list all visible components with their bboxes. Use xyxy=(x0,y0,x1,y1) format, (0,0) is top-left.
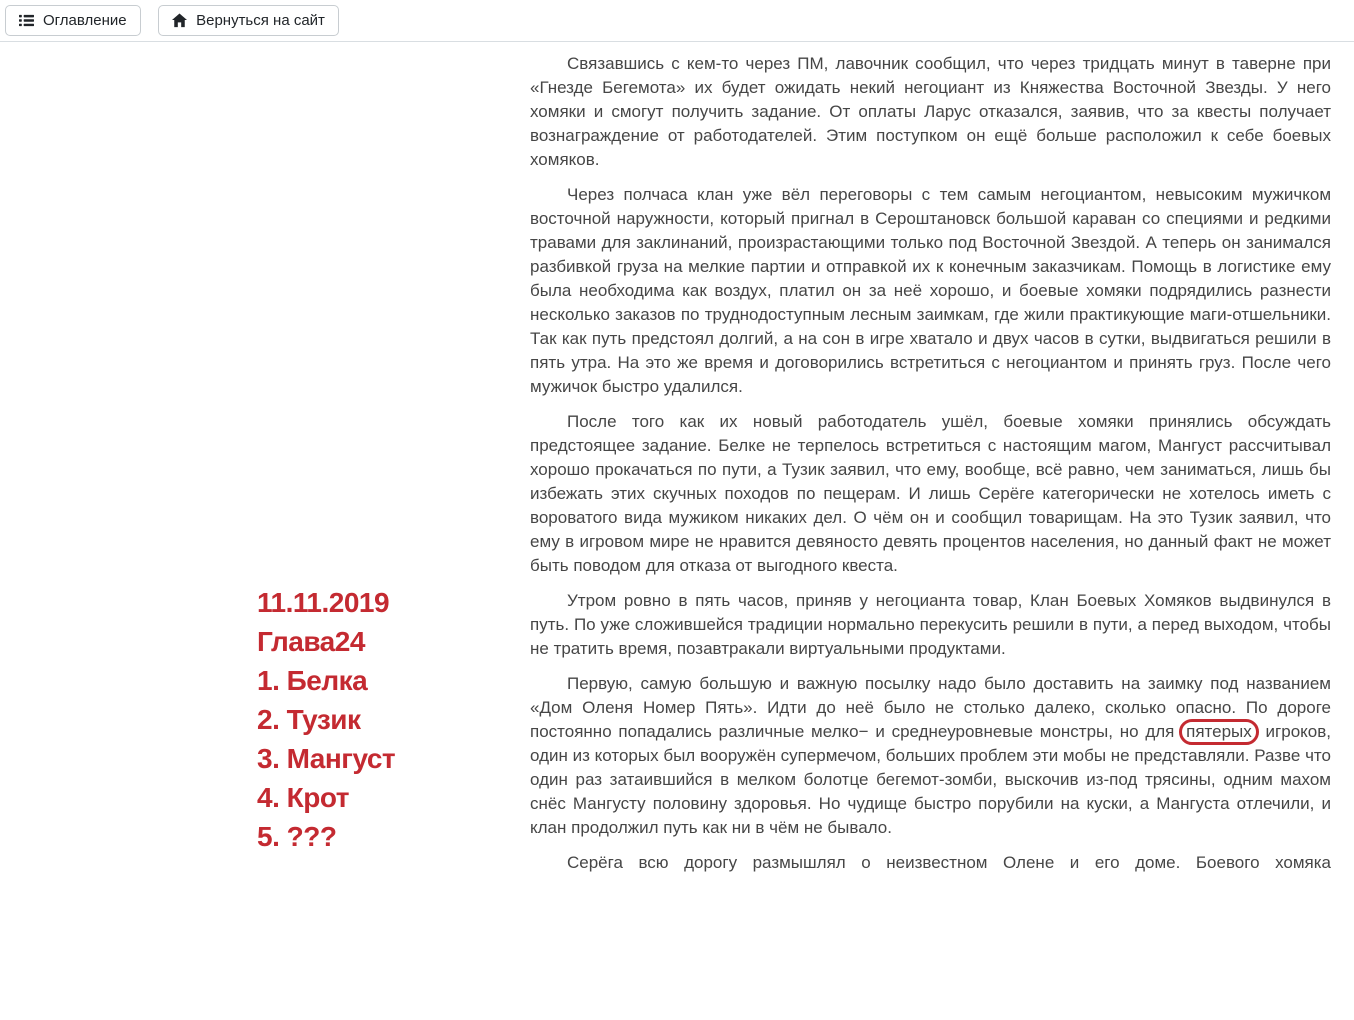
paragraph: Через полчаса клан уже вёл переговоры с тем самым негоциантом, невысоким мужичком восточной наружности, который пригнал в Сероштановск большой караван со специями и редкими травами для заклинаний, произрастающими только под Восточной Звездой. А теперь он занимался разбивкой груза на мелкие партии и отправкой их к конечным заказчикам. Помощь в логистике ему была необходима как воздух, платил он за неё хорошо, и боевые хомяки подрядились разнести несколько заказов по труднодоступным лесным заимкам, где жили практикующие маги-отшельники. Так как путь предстоял долгий, а на сон в игре хватало и двух часов в сутки, выдвигаться решили в пять утра. На это же время и договорились встретиться с негоциантом и принять груз. После чего мужичок быстро удалился. xyxy=(530,185,1331,396)
annotation-line: 5. ??? xyxy=(257,821,337,852)
back-to-site-button[interactable] xyxy=(158,5,339,36)
paragraph: Связавшись с кем-то через ПМ, лавочник сообщил, что через тридцать минут в таверне при «Гнезде Бегемота» их будет ожидать некий негоциант из Княжества Восточной Звезды. У него хомяки и смогут получить задание. От оплаты Ларус отказался, заявив, что за квесты получает вознаграждение от работодателей. Этим поступком он ещё больше расположил к себе боевых хомяков. xyxy=(530,54,1331,169)
list-icon xyxy=(19,13,34,28)
annotation-line: 11.11.2019 xyxy=(257,587,390,618)
annotation-line: 4. Крот xyxy=(257,782,349,813)
toc-button[interactable] xyxy=(5,5,141,36)
annotation-line: Глава24 xyxy=(257,626,365,657)
page-text xyxy=(530,42,1331,875)
toc-button-label: Оглавление xyxy=(43,12,127,29)
paragraph: После того как их новый работодатель ушёл, боевые хомяки принялись обсуждать предстоящее задание. Белке не терпелось встретиться с настоящим магом, Мангуст рассчитывал хорошо прокачаться по пути, а Тузик заявил, что ему, вообще, всё равно, чем заниматься, лишь бы избежать этих скучных походов по пещерам. И лишь Серёге категорически не хотелось иметь с вороватого вида мужиком никаких дел. О чём он и сообщил товарищам. На это Тузик заявил, что ему в игровом мире не нравится девяносто девять процентов населения, но данный факт не может быть поводом для отказа от выгодного квеста. xyxy=(530,412,1331,575)
paragraph: Серёга всю дорогу размышлял о неизвестном Олене и его доме. Боевого хомяка xyxy=(567,853,1331,872)
home-icon xyxy=(172,13,187,28)
toolbar xyxy=(0,0,1354,42)
annotation-line: 3. Мангуст xyxy=(257,743,396,774)
annotation-line: 1. Белка xyxy=(257,665,368,696)
chapter-annotation xyxy=(257,583,395,856)
circled-word: пятерых xyxy=(1179,719,1259,745)
back-button-label: Вернуться на сайт xyxy=(196,12,325,29)
paragraph: Утром ровно в пять часов, приняв у негоцианта товар, Клан Боевых Хомяков выдвинулся в путь. По уже сложившейся традиции нормально перекусить решили в пути, а перед выходом, чтобы не тратить время, позавтракали виртуальными продуктами. xyxy=(530,591,1331,658)
annotation-line: 2. Тузик xyxy=(257,704,361,735)
paragraph: Первую, самую большую и важную посылку надо было доставить на заимку под названием «Дом Оленя Номер Пять». Идти до неё было не столько далеко, сколько опасно. По дороге постоянно попадались различные мелко− и среднеуровневые монстры, но для пятерых игроков, один из которых был вооружён супермечом, больших проблем эти мобы не представляли. Разве что один раз затаившийся в мелком болотце бегемот-зомби, выскочив из-под трясины, одним махом снёс Мангусту половину здоровья. Но чудище быстро порубили на куски, а Мангуста отлечили, и клан продолжил путь как ни в чём не бывало. xyxy=(530,674,1331,837)
